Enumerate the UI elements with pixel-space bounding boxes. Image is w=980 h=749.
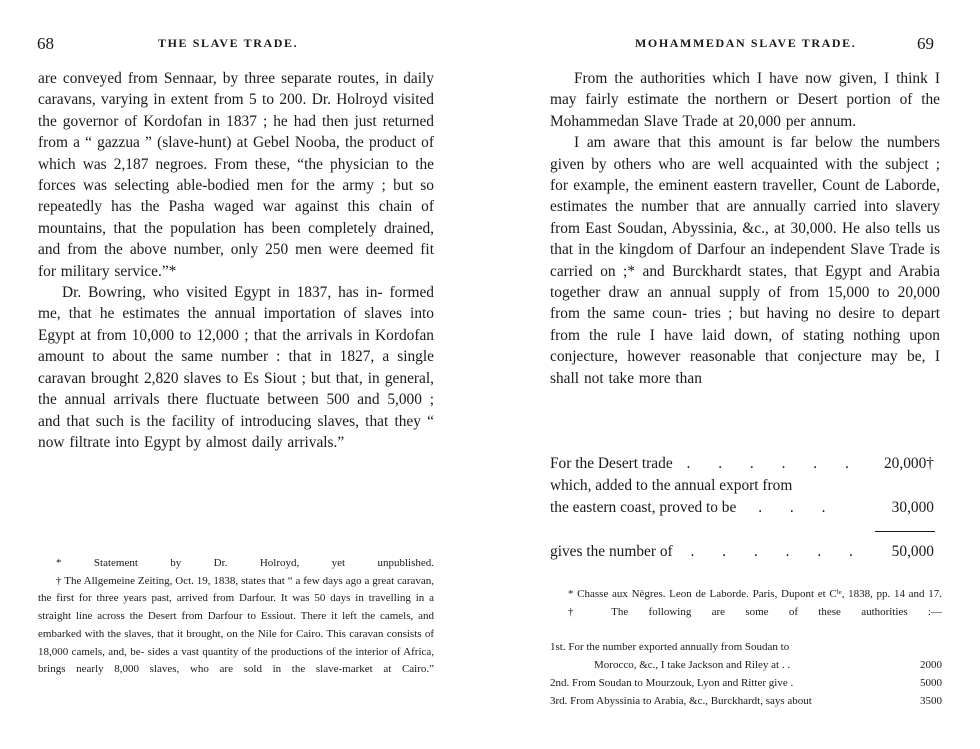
authority-row	[594, 659, 942, 671]
text-line: formed me, that he estimates the annual importation	[38, 284, 434, 323]
text-line: 5,000 ; and that such is the facility of introducing	[38, 391, 434, 430]
text-line: per annum.	[785, 112, 857, 130]
text-line: days ago a great caravan, the first for three years past, arrived	[38, 574, 435, 605]
text-line: army ; but so repeatedly has the Pasha waged war	[38, 177, 434, 216]
text-line: think I may fairly estimate the northern or Desert	[550, 70, 940, 109]
paragraph	[550, 68, 940, 132]
text-line: daily arrivals.”	[251, 433, 345, 451]
row-label: the eastern coast, proved to be	[550, 499, 737, 516]
table-row-desert	[550, 455, 934, 473]
page-number: 69	[917, 34, 934, 53]
authority-row	[550, 641, 942, 653]
text-line: the forces was selecting able-bodied men for the	[38, 155, 435, 195]
row-label: For the Desert trade	[550, 455, 673, 472]
right-page	[490, 0, 980, 749]
text-line: are conveyed from Sennaar, by three separate routes,	[38, 70, 380, 87]
text-line: From the authorities which I have now given, I	[574, 70, 890, 87]
row-label: gives the number of	[550, 543, 673, 560]
text-line: in daily caravans, varying in extent from 5 to 200.	[38, 70, 434, 109]
running-head: MOHAMMEDAN SLAVE TRADE.	[635, 36, 857, 50]
text-line: with the subject ; for example, the eminent eastern	[550, 155, 940, 195]
text-line: the annual arrivals there fluctuate between 500 and	[38, 391, 380, 409]
authority-text: 3rd. From Abyssinia to Arabia, &c., Burckhardt, says about	[550, 695, 812, 707]
text-line: from Darfour. It was 50 days in travelling in a straight line	[38, 592, 434, 623]
text-line: (slave-hunt) at Gebel Nooba, the product of which	[38, 134, 434, 173]
text-line: camels, and embarked with the slaves, that it brought, on the	[38, 610, 434, 640]
footnote: † The following are some of these authorities :—	[568, 605, 942, 618]
row-value: 30,000	[891, 499, 934, 516]
text-line: brought 2,820 slaves to Es Siout ; but that, in general,	[90, 369, 434, 387]
text-line: that Egypt and Arabia together draw an annual	[550, 262, 940, 302]
table-row-eastern	[550, 499, 934, 517]
authority-value: 5000	[920, 677, 942, 689]
dot-leader: . . .	[758, 499, 838, 516]
text-line: † The Allgemeine Zeiting, Oct. 19, 1838, states that “ a few	[56, 574, 320, 587]
dot-leader: . . . . . .	[686, 455, 861, 472]
text-line: that are annually carried into slavery from East	[550, 198, 940, 237]
authority-value: 2000	[920, 659, 942, 671]
authority-text: 2nd. From Soudan to Mourzouk, Lyon and Ritter give .	[550, 677, 794, 689]
footnotes	[550, 586, 942, 621]
text-line: 1837 ; he had then just returned from a “ gazzua ”	[38, 112, 434, 152]
text-line: not take more than	[583, 369, 702, 387]
text-line: service.”*	[114, 262, 177, 280]
authority-row	[550, 695, 942, 707]
text-line: I am aware that this amount is far below the	[574, 134, 880, 152]
text-line: slaves, that they “ now filtrate into Egypt by almost	[38, 412, 434, 451]
table-row-text	[550, 477, 934, 495]
paragraph	[38, 282, 434, 453]
text-line: * Statement by Dr. Holroyd, yet unpublished.	[56, 557, 434, 569]
text-line: traveller, Count de Laborde, estimates the number	[550, 177, 940, 216]
text-line: sides a vast quantity of the productions of the interior of Africa,	[147, 645, 435, 658]
text-line: Soudan, Abyssinia, &c., at 30,000. He also tells us	[617, 219, 940, 237]
page-number: 68	[37, 34, 54, 53]
text-line: Slave Trade is carried on ;* and Burckhardt states,	[550, 241, 940, 280]
text-line: Cⁱᵉ, 1838, pp. 14 and 17.	[829, 588, 942, 600]
paragraph	[38, 68, 434, 282]
authority-text: Morocco, &c., I take Jackson and Riley at . .	[594, 659, 791, 671]
authority-text: 1st. For the number exported annually from Soudan to	[550, 641, 790, 653]
text-line: Dr. Holroyd visited the governor of Kordofan in	[38, 91, 435, 130]
text-line: Dr. Bowring, who visited Egypt in 1837, has in-	[62, 284, 383, 302]
text-line: however reasonable that conjecture may be, I shall	[550, 348, 940, 387]
text-line: was 2,187 negroes. From these, “the physician to	[82, 155, 409, 173]
body-text	[38, 68, 434, 453]
row-value: 20,000†	[883, 455, 934, 472]
footnote	[550, 586, 942, 604]
authority-row	[550, 677, 942, 689]
text-line: supply of from 15,000 to 20,000 from the same coun-	[550, 284, 940, 323]
text-line: numbers given by others who are well acquainted	[550, 134, 940, 173]
text-line: portion of the Mohammedan Slave Trade at 20,000	[550, 91, 940, 130]
body-text	[550, 68, 940, 389]
authority-value: 3500	[920, 695, 942, 707]
row-value: 50,000	[891, 543, 934, 560]
sum-rule	[875, 531, 935, 532]
footnote	[38, 555, 434, 573]
text-line: has been completely drained, and from the above	[38, 219, 434, 259]
text-line: that the arrivals in Kordofan amount to about the	[38, 326, 434, 366]
table-row-total	[550, 543, 934, 561]
text-line: that in the kingdom of Darfour an independent	[550, 241, 846, 259]
dot-leader: . . . . . .	[690, 543, 865, 560]
running-head: THE SLAVE TRADE.	[158, 36, 299, 50]
text-line: number, only 250 men were deemed fit for military	[38, 241, 434, 280]
footnote	[38, 573, 434, 679]
text-line: of slaves into Egypt at from 10,000 to 12,000 ;	[38, 305, 434, 344]
row-label: which, added to the annual export from	[550, 477, 793, 494]
text-line: tries ; but having no desire to depart from the rule I	[550, 305, 940, 344]
text-line: Nile for Cairo. This caravan consists of 18,000 camels, and, be-	[38, 627, 435, 658]
text-line: across the Desert from Darfour to Essiout. There it left the	[97, 610, 376, 623]
paragraph	[550, 132, 940, 389]
footnotes	[38, 555, 434, 679]
text-line: brings nearly 8,000 slaves, who are sold in the slave-market at	[38, 663, 392, 676]
text-line: against this chain of mountains, that the population	[38, 198, 434, 237]
text-line: have laid down, of stating nothing upon conjecture,	[550, 326, 940, 366]
text-line: same number : that in 1827, a single caravan	[38, 348, 434, 387]
text-line: * Chasse aux Nègres. Leon de Laborde. Paris, Dupont et	[568, 588, 826, 600]
text-line: Cairo.”	[401, 663, 435, 676]
